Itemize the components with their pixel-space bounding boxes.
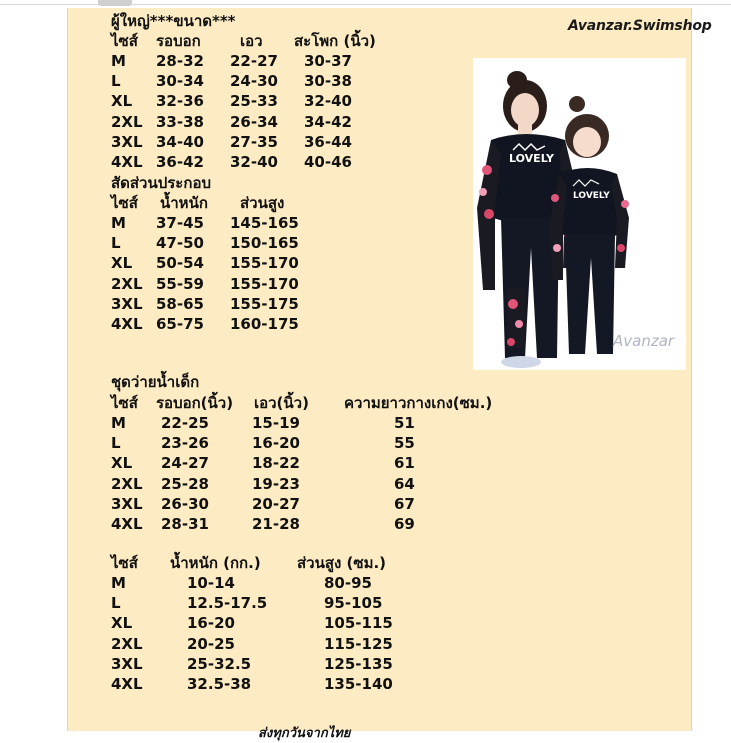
kids-header-pants: ความยาวกางเกง(ซม.): [344, 394, 493, 412]
proportion-cell: 47-50: [156, 234, 204, 253]
proportion-cell: 55-59: [156, 274, 204, 293]
adult-cell: 32-40: [230, 153, 278, 171]
kids_weight-cell: 12.5-17.5: [187, 594, 268, 613]
kids-header-chest: รอบอก(นิ้ว): [156, 394, 234, 412]
adult-cell: 34-40: [156, 132, 204, 151]
kids-cell: 4XL: [111, 515, 143, 533]
kids-cell: 69: [394, 515, 415, 533]
proportion-cell: 3XL: [111, 294, 143, 313]
kids_weight-cell: 32.5-38: [187, 675, 252, 693]
kids-cell: M: [111, 414, 126, 432]
kids_weight-cell: 95-105: [324, 594, 383, 613]
kids-cell: 55: [394, 434, 415, 453]
adult-cell: 30-38: [304, 72, 352, 91]
kids-cell: L: [111, 434, 121, 453]
kids-cell: 3XL: [111, 494, 143, 513]
adult-cell: 4XL: [111, 153, 143, 171]
adult-cell: 32-36: [156, 92, 204, 111]
kids_weight-cell: 25-32.5: [187, 654, 252, 673]
kids_weight-cell: L: [111, 594, 121, 613]
proportion-cell: 160-175: [230, 315, 299, 333]
kids_weight-cell: 10-14: [187, 574, 235, 592]
adult-header-hip: สะโพก (นิ้ว): [294, 32, 376, 50]
proportion-cell: L: [111, 234, 121, 253]
adult-cell: M: [111, 52, 126, 70]
kids-cell: 51: [394, 414, 415, 432]
proportion-header-size: ไซส์: [111, 194, 138, 212]
kids-cell: 26-30: [161, 494, 209, 513]
footer-note: ส่งทุกวันจากไทย: [258, 726, 351, 741]
adult-cell: 25-33: [230, 92, 278, 111]
adult-cell: L: [111, 72, 121, 91]
kids-cell: 28-31: [161, 515, 209, 533]
proportion-cell: 155-170: [230, 254, 299, 273]
kids_weight-cell: 115-125: [324, 634, 393, 653]
kids_weight-cell: M: [111, 574, 126, 592]
adult-cell: 36-44: [304, 132, 352, 151]
adult-cell: 32-40: [304, 92, 352, 111]
kids-cell: 2XL: [111, 474, 143, 493]
kids_weight-cell: 4XL: [111, 675, 143, 693]
adult-cell: 28-32: [156, 52, 204, 70]
adult-cell: 30-37: [304, 52, 352, 70]
proportion-title: สัดส่วนประกอบ: [111, 174, 211, 192]
adult-cell: 3XL: [111, 132, 143, 151]
kidsw-header-size: ไซส์: [111, 554, 138, 572]
adult-cell: XL: [111, 92, 133, 111]
proportion-header-weight: น้ำหนัก: [160, 194, 208, 212]
photo-watermark: Avanzar: [613, 332, 675, 350]
kids-cell: 64: [394, 474, 415, 493]
kids-cell: 16-20: [252, 434, 300, 453]
proportion-cell: 155-170: [230, 274, 299, 293]
kids_weight-cell: 20-25: [187, 634, 235, 653]
adult-cell: 34-42: [304, 112, 352, 131]
kids_weight-cell: 125-135: [324, 654, 393, 673]
proportion-cell: 50-54: [156, 254, 204, 273]
kids-header-waist: เอว(นิ้ว): [254, 394, 309, 412]
adult-cell: 30-34: [156, 72, 204, 91]
proportion-cell: 37-45: [156, 214, 204, 232]
kids_weight-cell: 105-115: [324, 614, 393, 633]
adult-cell: 22-27: [230, 52, 278, 70]
adult-cell: 40-46: [304, 153, 352, 171]
product-photo: [473, 58, 686, 370]
child-shirt-print: LOVELY: [573, 191, 610, 201]
top-tab: [98, 0, 132, 6]
kids-cell: 25-28: [161, 474, 209, 493]
adult-cell: 24-30: [230, 72, 278, 91]
proportion-header-height: ส่วนสูง: [240, 194, 285, 212]
proportion-cell: XL: [111, 254, 133, 273]
kids_weight-cell: 2XL: [111, 634, 143, 653]
adult-cell: 26-34: [230, 112, 278, 131]
proportion-cell: M: [111, 214, 126, 232]
proportion-cell: 4XL: [111, 315, 143, 333]
proportion-cell: 2XL: [111, 274, 143, 293]
adult-cell: 36-42: [156, 153, 204, 171]
kids-cell: 24-27: [161, 454, 209, 473]
adult-cell: 33-38: [156, 112, 204, 131]
kids-cell: 22-25: [161, 414, 209, 432]
kids_weight-cell: 3XL: [111, 654, 143, 673]
adult-header-chest: รอบอก: [156, 32, 201, 50]
kids-cell: 61: [394, 454, 415, 473]
proportion-cell: 155-175: [230, 294, 299, 313]
kids-cell: 20-27: [252, 494, 300, 513]
kids-cell: 23-26: [161, 434, 209, 453]
brand-name: Avanzar.Swimshop: [568, 18, 712, 34]
kids_weight-cell: 80-95: [324, 574, 372, 592]
kids_weight-cell: 135-140: [324, 675, 393, 693]
proportion-cell: 145-165: [230, 214, 299, 232]
adult-cell: 2XL: [111, 112, 143, 131]
kids_weight-cell: XL: [111, 614, 133, 633]
adult-header-waist: เอว: [240, 32, 263, 50]
kids-cell: 18-22: [252, 454, 300, 473]
kids-cell: 15-19: [252, 414, 300, 432]
adult-header-size: ไซส์: [111, 32, 138, 50]
kids-cell: 67: [394, 494, 415, 513]
proportion-cell: 65-75: [156, 315, 204, 333]
kids-cell: XL: [111, 454, 133, 473]
proportion-cell: 150-165: [230, 234, 299, 253]
kids-cell: 19-23: [252, 474, 300, 493]
kids-title: ชุดว่ายน้ำเด็ก: [111, 373, 200, 391]
adult-shirt-print: LOVELY: [509, 152, 554, 165]
adult-cell: 27-35: [230, 132, 278, 151]
kids-cell: 21-28: [252, 515, 300, 533]
kidsw-header-height: ส่วนสูง (ซม.): [297, 554, 387, 572]
adult-title: ผู้ใหญ่***ขนาด***: [111, 12, 236, 30]
proportion-cell: 58-65: [156, 294, 204, 313]
kidsw-header-weight: น้ำหนัก (กก.): [170, 554, 261, 572]
kids-header-size: ไซส์: [111, 394, 138, 412]
kids_weight-cell: 16-20: [187, 614, 235, 633]
